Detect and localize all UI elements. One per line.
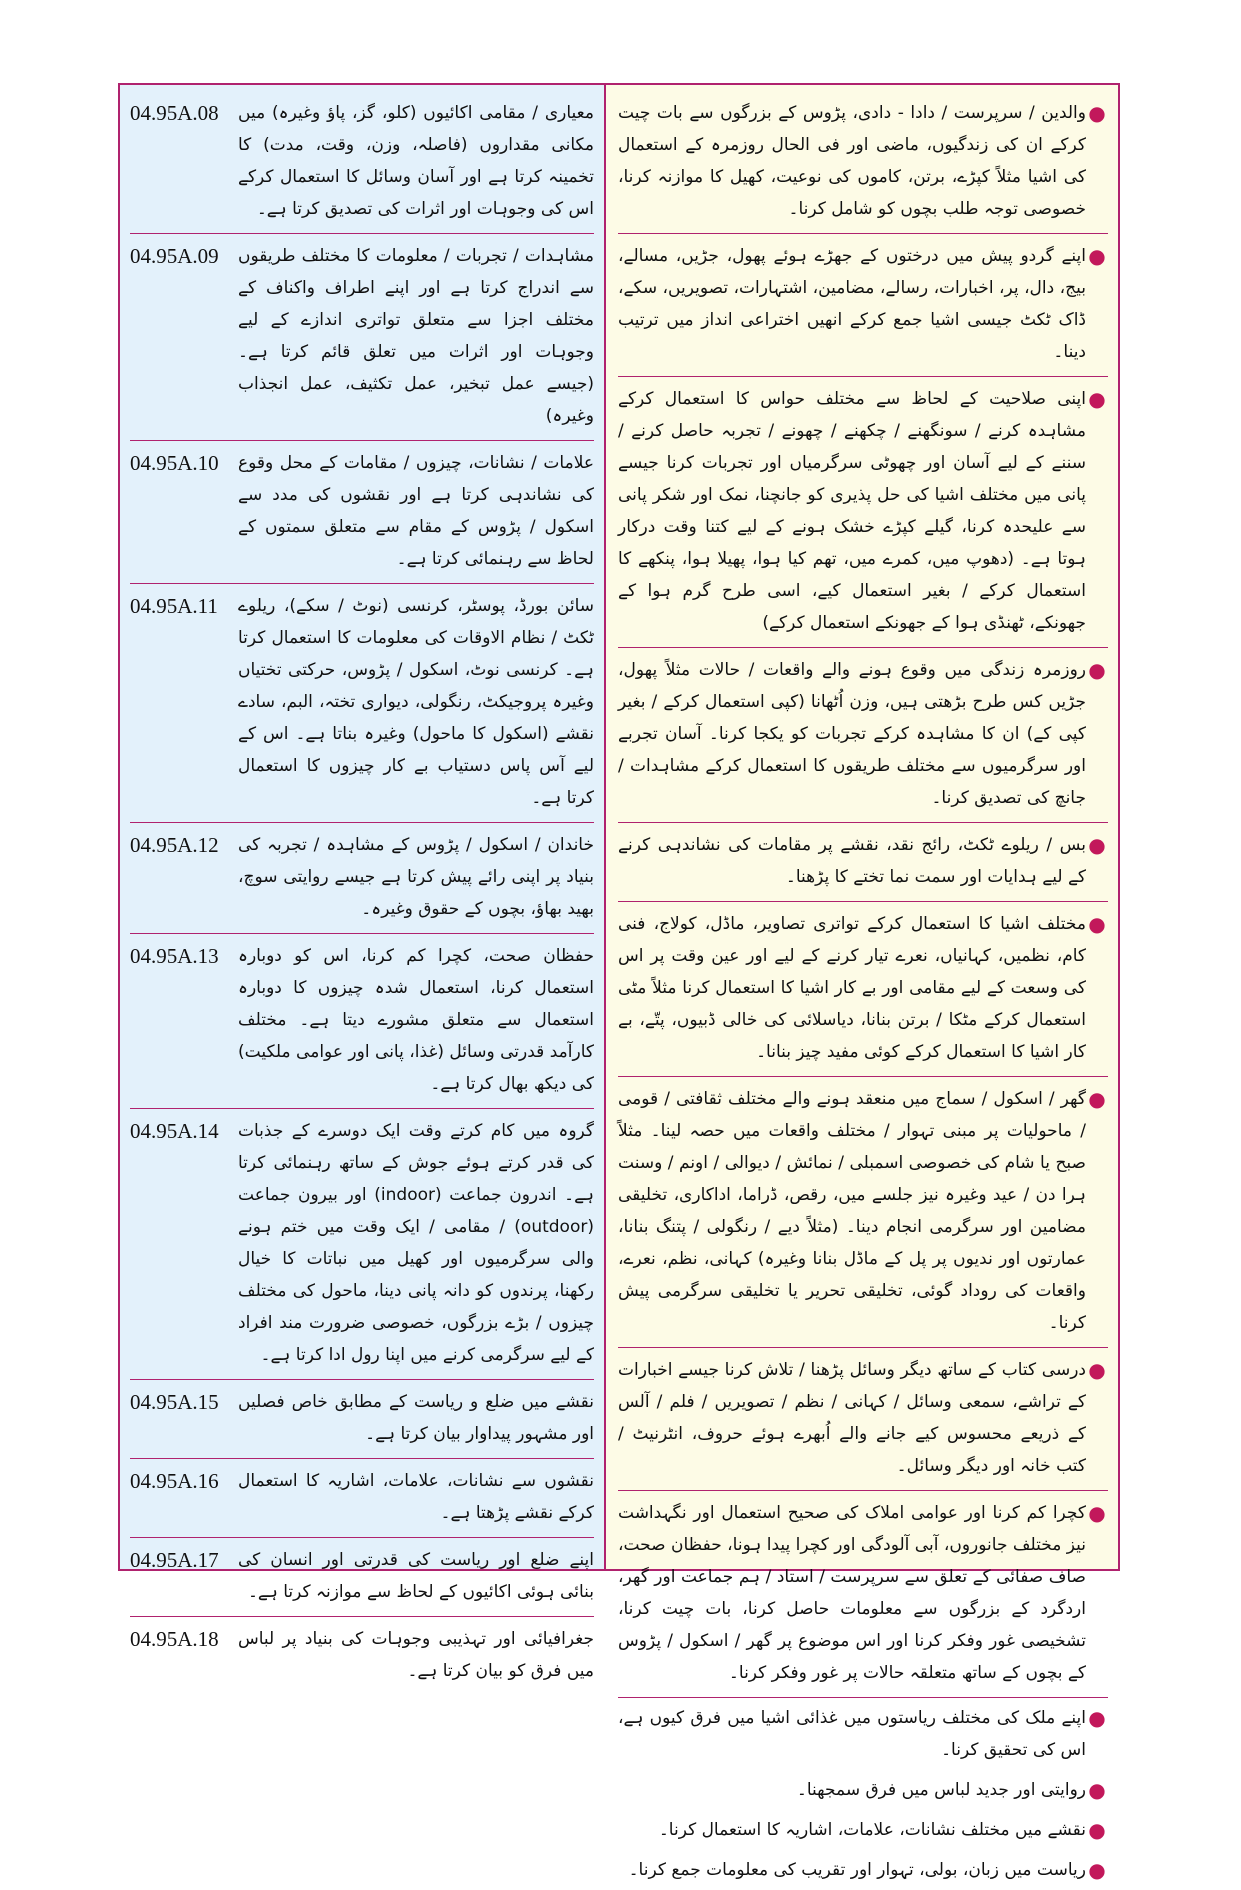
pedagogy-item [618,1491,1108,1698]
pedagogy-text: بس / ریلوے ٹکٹ، رائج نقد، نقشے پر مقامات کی نشاندہی کرنے کے لیے ہدایات اور سمت نما تختے کا پڑھنا۔ [618,835,1086,887]
outcome-row [130,441,594,584]
bullet-icon: ● [1088,387,1106,411]
bullet-icon: ● [1088,1818,1106,1842]
pedagogy-text: روایتی اور جدید لباس میں فرق سمجھنا۔ [796,1780,1086,1800]
bullet-icon: ● [1088,912,1106,936]
pedagogy-text: درسی کتاب کے ساتھ دیگر وسائل پڑھنا / تلاش کرنا جیسے اخبارات کے تراشے، سمعی وسائل / کہانی / نظم / تصویریں / فلم / آلس کے ذریعے محسوس کیے جانے والے اُبھرے ہوئے حروف، انٹرنیٹ / کتب خانہ اور دیگر وسائل۔ [618,1360,1086,1476]
bullet-icon: ● [1088,1501,1106,1525]
pedagogy-text: والدین / سرپرست / دادا - دادی، پڑوس کے بزرگوں سے بات چیت کرکے ان کی زندگیوں، ماضی اور فی الحال روزمرہ کے استعمال کی اشیا مثلاً کپڑے، برتن، کاموں کی نوعیت، کھیل کا موازنہ کرنا، خصوصی توجہ طلب بچوں کو شامل کرنا۔ [618,103,1086,219]
outcome-row [130,934,594,1109]
outcome-text: نقشے میں ضلع و ریاست کے مطابق خاص فصلیں اور مشہور پیداوار بیان کرتا ہے۔ [238,1392,594,1444]
outcome-row [130,823,594,934]
pedagogy-text: کچرا کم کرنا اور عوامی املاک کی صحیح استعمال اور نگہداشت نیز مختلف جانوروں، آبی آلودگی اور کچرا پیدا ہونا، حفظان صحت، صاف صفائی کے تعلق سے سرپرست / استاد / ہم جماعت اور گھر، اردگرد کے بزرگوں سے معلومات حاصل کرنا، بات چیت کرنا، تشخیصی غور وفکر کرنا اور اس موضوع پر گھر / اسکول / پڑوس کے بچوں کے ساتھ متعلقہ حالات پر غور وفکر کرنا۔ [618,1503,1086,1683]
bullet-icon: ● [1088,1778,1106,1802]
pedagogy-text: اپنی صلاحیت کے لحاظ سے مختلف حواس کا استعمال کرکے مشاہدہ کرنے / سونگھنے / چکھنے / چھونے / تجربہ حاصل کرنے / سننے کے لیے آسان اور چھوٹی سرگرمیاں اور تجربات کرنا جیسے پانی میں مختلف اشیا کی حل پذیری کو جانچنا، نمک اور شکر پانی سے علیحدہ کرنا، گیلے کپڑے خشک ہونے کے لیے کتنا وقت درکار ہوتا ہے۔ (دھوپ میں، کمرے میں، تھم کیا ہوا، پھیلا ہوا، پنکھے کا استعمال کرکے / بغیر استعمال کیے، اسی طرح گرم ہوا کے جھونکے، ٹھنڈی ہوا کے جھونکے استعمال کرکے) [618,389,1086,633]
outcome-code: 04.95A.09 [130,244,219,268]
outcome-text: سائن بورڈ، پوسٹر، کرنسی (نوٹ / سکے)، ریلوے ٹکٹ / نظام الاوقات کی معلومات کا استعمال کرتا ہے۔ کرنسی نوٹ، اسکول / پڑوس، حرکتی تختیاں وغیرہ پروجیکٹ، رنگولی، دیواری تختہ، البم، سادے نقشے (اسکول کا ماحول) وغیرہ بناتا ہے۔ اس کے لیے آس پاس دستیاب بے کار چیزوں کا استعمال کرتا ہے۔ [238,596,594,808]
outcome-code: 04.95A.15 [130,1390,219,1414]
pedagogy-item [618,1077,1108,1348]
outcome-text: حفظان صحت، کچرا کم کرنا، اس کو دوبارہ استعمال کرنا، استعمال شدہ چیزوں کا دوبارہ استعمال سے متعلق مشورے دیتا ہے۔ مختلف کارآمد قدرتی وسائل (غذا، پانی اور عوامی ملکیت) کی دیکھ بھال کرتا ہے۔ [238,946,594,1094]
pedagogy-item [618,648,1108,823]
pedagogy-item [618,1770,1108,1810]
pedagogy-item [618,1348,1108,1491]
pedagogy-item [618,1698,1108,1770]
outcome-code: 04.95A.18 [130,1627,219,1651]
pedagogy-item [618,1850,1108,1890]
pedagogy-text: نقشے میں مختلف نشانات، علامات، اشاریہ کا استعمال کرنا۔ [658,1820,1086,1840]
outcome-row [130,1538,594,1617]
learning-outcomes-column [120,85,606,1681]
bullet-icon: ● [1088,658,1106,682]
bullet-icon: ● [1088,244,1106,268]
outcome-code: 04.95A.10 [130,451,219,475]
outcome-row [130,1380,594,1459]
pedagogy-text: اپنے ملک کی مختلف ریاستوں میں غذائی اشیا میں فرق کیوں ہے، اس کی تحقیق کرنا۔ [618,1708,1086,1760]
bullet-icon: ● [1088,833,1106,857]
pedagogy-item [618,91,1108,234]
pedagogy-item [618,823,1108,902]
pedagogy-item [618,377,1108,648]
outcome-row [130,1109,594,1380]
outcome-code: 04.95A.16 [130,1469,219,1493]
pedagogy-item [618,234,1108,377]
outcome-code: 04.95A.17 [130,1548,219,1572]
outcome-row [130,91,594,234]
outcome-text: نقشوں سے نشانات، علامات، اشاریہ کا استعمال کرکے نقشے پڑھتا ہے۔ [238,1471,594,1523]
outcome-text: گروہ میں کام کرتے وقت ایک دوسرے کے جذبات کی قدر کرتے ہوئے جوش کے ساتھ رہنمائی کرتا ہے۔ اندرون جماعت (indoor) اور بیرون جماعت (outdoor) / مقامی / ایک وقت میں ختم ہونے والی سرگرمیوں اور کھیل میں نباتات کا خیال رکھنا، پرندوں کو دانہ پانی دینا، ماحول کی مختلف چیزوں / بڑے بزرگوں، خصوصی ضرورت مند افراد کے لیے سرگرمی کرنے میں اپنا رول ادا کرتا ہے۔ [238,1121,594,1365]
pedagogy-text: روزمرہ زندگی میں وقوع ہونے والے واقعات / حالات مثلاً پھول، جڑیں کس طرح بڑھتی ہیں، وزن اُٹھانا (کپی استعمال کرکے / بغیر کپی کے) ان کا مشاہدہ کرکے تجربات کو یکجا کرنا۔ آسان تجربے اور سرگرمیوں سے مختلف طریقوں کا استعمال کرکے مشاہدات / جانچ کی تصدیق کرنا۔ [618,660,1086,808]
outcome-row [130,234,594,441]
outcome-row [130,584,594,823]
outcome-code: 04.95A.13 [130,944,219,968]
outcome-text: معیاری / مقامی اکائیوں (کلو، گز، پاؤ وغیرہ) میں مکانی مقداروں (فاصلہ، وزن، وقت، مدت) کا تخمینہ کرتا ہے اور آسان وسائل کا استعمال کرکے اس کی وجوہات اور اثرات کی تصدیق کرتا ہے۔ [238,103,594,219]
bullet-icon: ● [1088,1087,1106,1111]
outcome-code: 04.95A.11 [130,594,218,618]
bullet-icon: ● [1088,1358,1106,1382]
bullet-icon: ● [1088,101,1106,125]
outcome-text: اپنے ضلع اور ریاست کی قدرتی اور انسان کی بنائی ہوئی اکائیوں کے لحاظ سے موازنہ کرتا ہے۔ [238,1550,594,1602]
outcome-code: 04.95A.12 [130,833,219,857]
pedagogy-item [618,902,1108,1077]
outcome-text: علامات / نشانات، چیزوں / مقامات کے محل وقوع کی نشاندہی کرتا ہے اور نقشوں کی مدد سے اسکول / پڑوس کے مقام سے متعلق سمتوں کے لحاظ سے رہنمائی کرتا ہے۔ [238,453,594,569]
pedagogy-text: ریاست میں زبان، بولی، تہوار اور تقریب کی معلومات جمع کرنا۔ [628,1860,1086,1880]
outcome-text: خاندان / اسکول / پڑوس کے مشاہدہ / تجربہ کی بنیاد پر اپنی رائے پیش کرتا ہے جیسے روایتی سوچ، بھید بھاؤ، بچوں کے حقوق وغیرہ۔ [238,835,594,919]
outcome-row [130,1459,594,1538]
pedagogical-processes-column [606,85,1118,1882]
bullet-icon: ● [1088,1706,1106,1730]
pedagogy-item [618,1810,1108,1850]
pedagogy-text: اپنے گردو پیش میں درختوں کے جھڑے ہوئے پھول، جڑیں، مسالے، بیج، دال، پر، اخبارات، رسالے، مضامین، اشتہارات، تصویریں، سکے، ڈاک ٹکٹ جیسی اشیا جمع کرکے انھیں اختراعی انداز میں ترتیب دینا۔ [618,246,1086,362]
outcome-code: 04.95A.08 [130,101,219,125]
pedagogy-text: گھر / اسکول / سماج میں منعقد ہونے والے مختلف ثقافتی / قومی / ماحولیات پر مبنی تہوار / مختلف واقعات میں حصہ لینا۔ مثلاً صبح یا شام کی خصوصی اسمبلی / نمائش / دیوالی / اونم / وسنت ہرا دن / عید وغیرہ نیز جلسے میں، رقص، ڈراما، اداکاری، تخلیقی مضامین اور سرگرمی انجام دینا۔ (مثلاً دیے / رنگولی / پتنگ بنانا، عمارتوں اور ندیوں پر پل کے ماڈل بنانا وغیرہ) کہانی، نظم، نعرے، واقعات کی روداد گوئی، تخلیقی تحریر یا تخلیقی سرگرمی پیش کرنا۔ [618,1089,1086,1333]
outcome-text: جغرافیائی اور تہذیبی وجوہات کی بنیاد پر لباس میں فرق کو بیان کرتا ہے۔ [238,1629,594,1681]
pedagogy-text: مختلف اشیا کا استعمال کرکے تواتری تصاویر، ماڈل، کولاج، فنی کام، نظمیں، کہانیاں، نعرے تیار کرنے کے لیے اور عین وقت پر اس کی وسعت کے لیے مقامی اور بے کار اشیا کا استعمال کرنا مثلاً مٹی استعمال کرکے مٹکا / برتن بنانا، دیاسلائی کی خالی ڈبیوں، پتّے، بے کار اشیا کا استعمال کرکے کوئی مفید چیز بنانا۔ [618,914,1086,1062]
outcome-text: مشاہدات / تجربات / معلومات کا مختلف طریقوں سے اندراج کرتا ہے اور اپنے اطراف واکناف کے مختلف اجزا سے متعلق تواتری اندازے کے لیے وجوہات اور اثرات میں تعلق قائم کرتا ہے۔ (جیسے عمل تبخیر، عمل تکثیف، عمل انجذاب وغیرہ) [238,246,594,426]
outcome-code: 04.95A.14 [130,1119,219,1143]
content-table [118,83,1120,1882]
outcome-row [130,1617,594,1695]
bullet-icon: ● [1088,1858,1106,1882]
